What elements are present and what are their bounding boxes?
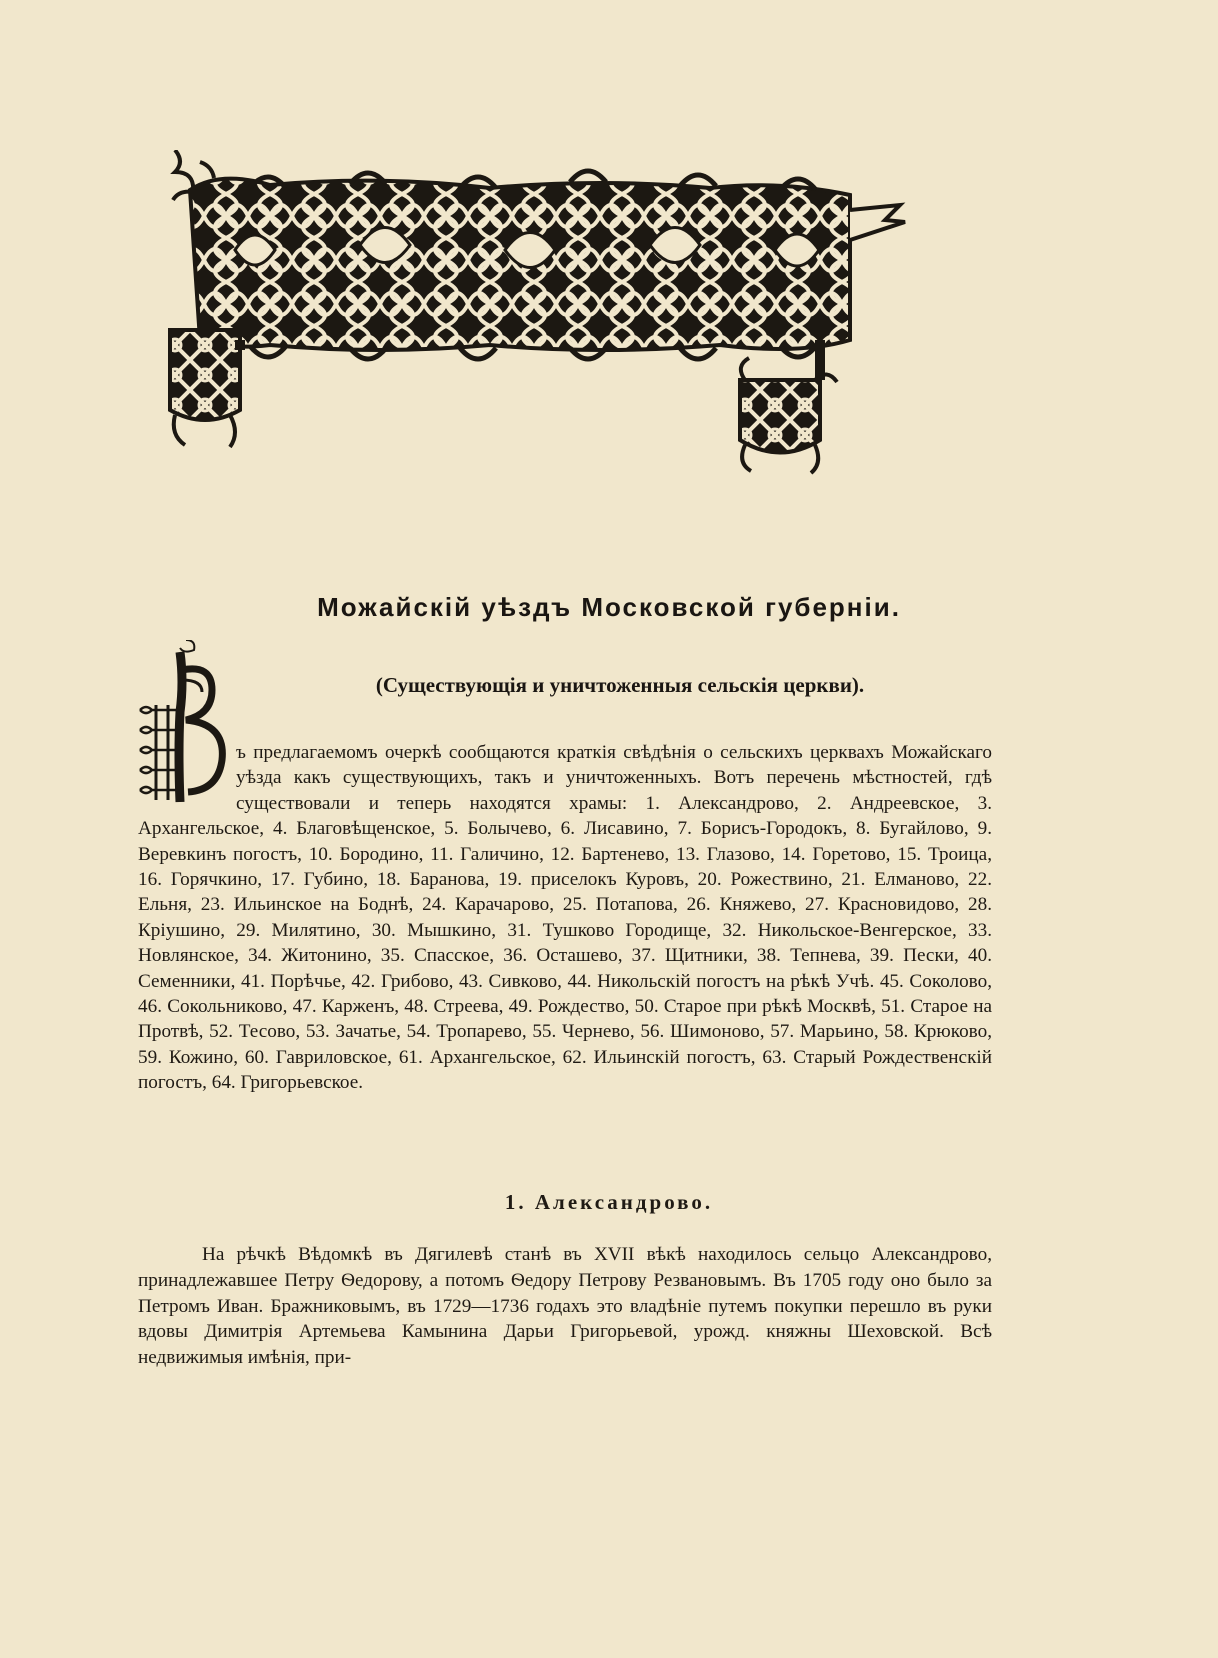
page-title: Можайскій уѣздъ Московской губерніи. [317,592,901,622]
dropcap-space [138,740,236,816]
intro-text: ъ предлагаемомъ очеркѣ сообщаются краткія свѣдѣнія о сельскихъ церквахъ Можайскаго уѣзда какъ существующихъ, такъ и уничтоженныхъ. Вотъ перечень мѣстностей, гдѣ существовали и теперь находятся храмы: 1. Александрово, 2. Андреевское, 3. Архангельское, 4. Благовѣщенское, 5. Болычево, 6. Лисавино, 7. Борисъ-Городокъ, 8. Бугайлово, 9. Веревкинъ погостъ, 10. Бородино, 11. Галичино, 12. Бартенево, 13. Глазово, 14. Горетово, 15. Троица, 16. Горячкино, 17. Губино, 18. Баранова, 19. приселокъ Куровъ, 20. Рожествино, 21. Елманово, 22. Ельня, 23. Ильинское на Боднѣ, 24. Карачарово, 25. Потапова, 26. Княжево, 27. Красновидово, 28. Кріушино, 29. Милятино, 30. Мышкино, 31. Тушково Городище, 32. Никольское-Венгерское, 33. Новлянское, 34. Житонино, 35. Спасское, 36. Осташево, 37. Щитники, 38. Тепнева, 39. Пески, 40. Семенники, 41. Порѣчье, 42. Грибово, 43. Сивково, 44. Никольскій погостъ на рѣкѣ Учѣ. 45. Соколово, 46. Сокольниково, 47. Карженъ, 48. Стреева, 49. Рождество, 50. Старое при рѣкѣ Москвѣ, 51. Старое на Протвѣ, 52. Тесово, 53. Зачатье, 54. Тропарево, 55. Чернево, 56. Шимоново, 57. Марьино, 58. Крюково, 59. Кожино, 60. Гавриловское, 61. Архангельское, 62. Ильинскій погостъ, 63. Старый Рождественскій погостъ, 64. Григорьевское. [138,742,992,1094]
interlace-headpiece-ornament [160,150,950,480]
intro-paragraph [138,740,992,1096]
section-paragraph: На рѣчкѣ Вѣдомкѣ въ Дягилевѣ станѣ въ XVII вѣкѣ находилось сельцо Александрово, принадлежавшее Петру Ѳедорову, а потомъ Ѳедору Петрову Резвановымъ. Въ 1705 году оно было за Петромъ Иван. Бражниковымъ, въ 1729—1736 годахъ это владѣніе путемъ покупки перешло въ руки вдовы Димитрія Артемьева Камынина Дарьи Григорьевой, урожд. княжны Шеховской. Всѣ недвижимыя имѣнія, при- [138,1244,992,1369]
page-subtitle: (Существующія и уничтоженныя сельскія церкви). [375,673,865,697]
section-heading: 1. Александрово. [504,1190,714,1214]
